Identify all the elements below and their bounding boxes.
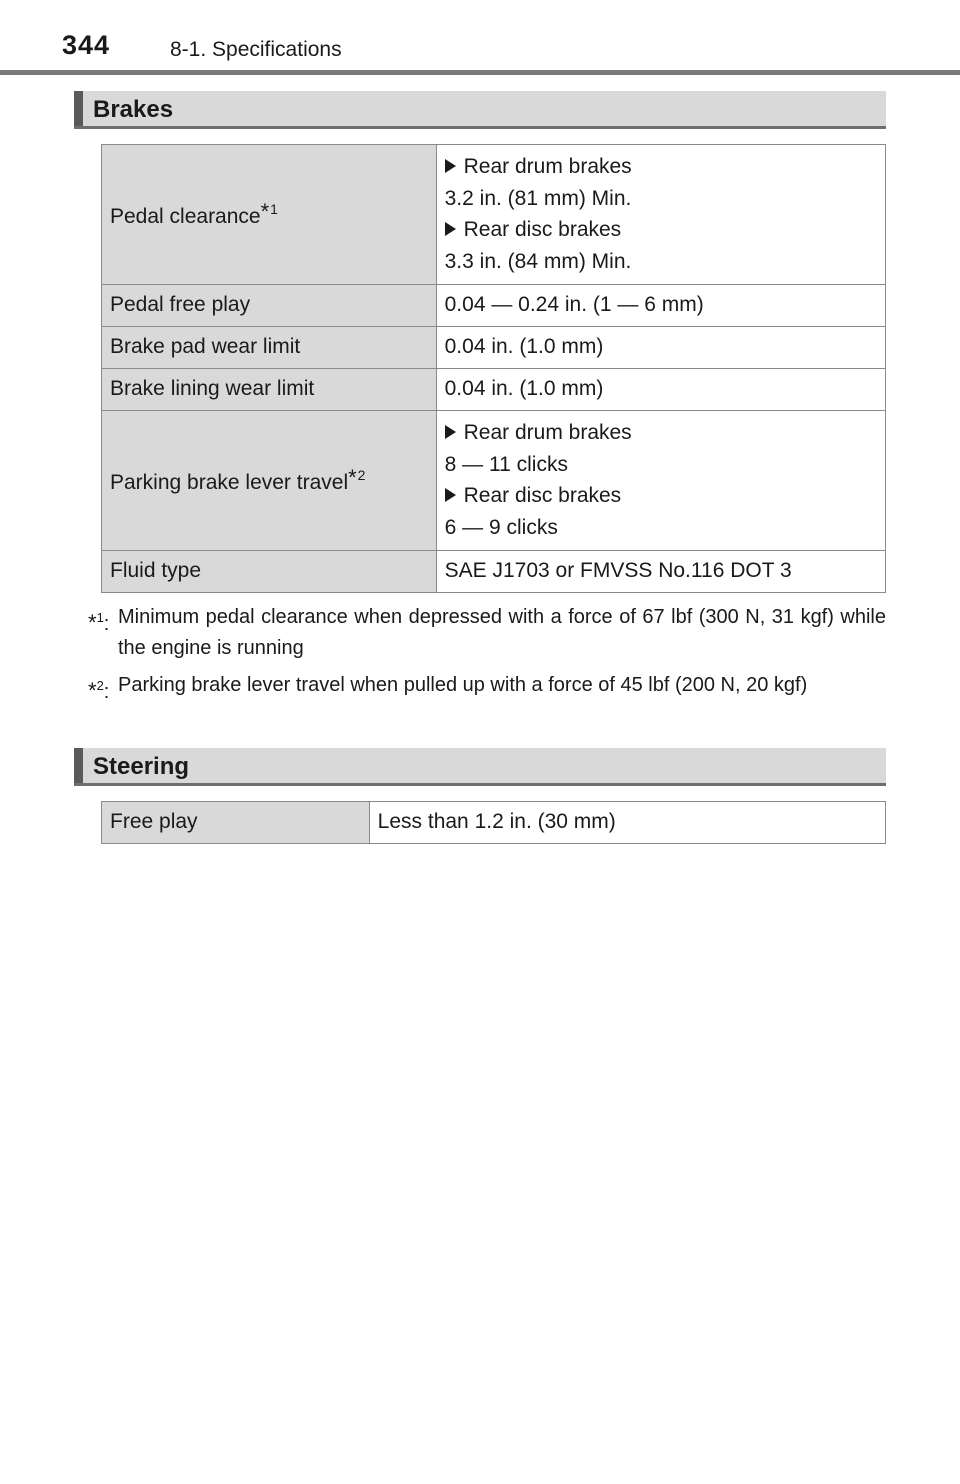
page-header	[0, 0, 960, 76]
spec-label-text: Pedal clearance	[110, 205, 261, 229]
value-line	[445, 452, 877, 478]
table-row	[102, 145, 886, 285]
table-row	[102, 411, 886, 551]
footnote	[88, 670, 886, 701]
table-row	[102, 369, 886, 411]
spec-label	[102, 145, 437, 285]
value-text: Rear disc brakes	[463, 483, 622, 507]
footnote-text: Minimum pedal clearance when depressed with a force of 67 lbf (300 N, 31 kgf) while the engine is running	[118, 606, 886, 659]
footnote-star-icon: *	[260, 199, 270, 225]
spec-label: Free play	[102, 802, 370, 844]
value-line	[445, 483, 877, 509]
value-line	[445, 217, 877, 243]
spec-label-text: Parking brake lever travel	[110, 471, 349, 495]
section-reference: 8-1. Specifications	[170, 38, 342, 61]
footnote-marker: *$^1$:	[88, 610, 110, 635]
page-number: 344	[62, 30, 111, 60]
footnote-text: Parking brake lever travel when pulled up with a force of 45 lbf (200 N, 20 kgf)	[118, 674, 808, 696]
spec-value: 0.04 — 0.24 in. (1 — 6 mm)	[436, 285, 885, 327]
spec-label: Brake pad wear limit	[102, 327, 437, 369]
spec-value: Less than 1.2 in. (30 mm)	[369, 802, 885, 844]
header-divider	[0, 70, 960, 75]
steering-section-heading	[74, 748, 886, 786]
spec-label: Pedal free play	[102, 285, 437, 327]
brakes-spec-table	[101, 144, 886, 593]
triangle-bullet-icon	[445, 425, 456, 439]
steering-spec-table	[101, 801, 886, 844]
triangle-bullet-icon	[445, 222, 456, 236]
value-line	[445, 249, 877, 275]
value-text: 3.2 in. (81 mm) Min.	[444, 187, 632, 211]
footnote-star-icon: *	[88, 678, 97, 703]
spec-value: 0.04 in. (1.0 mm)	[436, 327, 885, 369]
heading-accent-bar	[74, 91, 83, 126]
footnote-ref: 2	[96, 678, 104, 693]
value-line	[445, 186, 877, 212]
spec-label	[102, 411, 437, 551]
footnote-star-icon: *	[348, 465, 357, 491]
footnote	[88, 602, 886, 664]
value-text: Rear disc brakes	[463, 217, 622, 241]
value-text: Rear drum brakes	[463, 421, 632, 444]
spec-value	[436, 145, 885, 285]
brakes-title: Brakes	[93, 96, 174, 123]
table-row	[102, 285, 886, 327]
table-row	[102, 327, 886, 369]
triangle-bullet-icon	[445, 488, 456, 502]
triangle-bullet-icon	[445, 159, 456, 173]
spec-label: Brake lining wear limit	[102, 369, 437, 411]
value-text: Rear drum brakes	[463, 155, 632, 178]
value-text: 3.3 in. (84 mm) Min.	[444, 249, 632, 273]
table-row	[102, 551, 886, 593]
spec-label: Fluid type	[102, 551, 437, 593]
footnote-star-icon: *	[88, 610, 97, 635]
value-line	[445, 420, 877, 446]
steering-title: Steering	[93, 753, 190, 780]
table-row	[102, 802, 886, 844]
spec-value: 0.04 in. (1.0 mm)	[436, 369, 885, 411]
footnote-marker: *$^2$:	[88, 678, 110, 703]
value-line	[445, 154, 877, 180]
brakes-section-heading	[74, 91, 886, 129]
value-text: 6 — 9 clicks	[444, 515, 558, 539]
spec-value	[436, 411, 885, 551]
footnote-ref: 1	[270, 201, 278, 218]
heading-accent-bar	[74, 748, 83, 783]
value-line	[445, 515, 877, 541]
footnote-ref: 2	[357, 467, 366, 484]
footnote-ref: 1	[96, 610, 104, 625]
spec-value: SAE J1703 or FMVSS No.116 DOT 3	[436, 551, 885, 593]
value-text: 8 — 11 clicks	[444, 453, 568, 477]
